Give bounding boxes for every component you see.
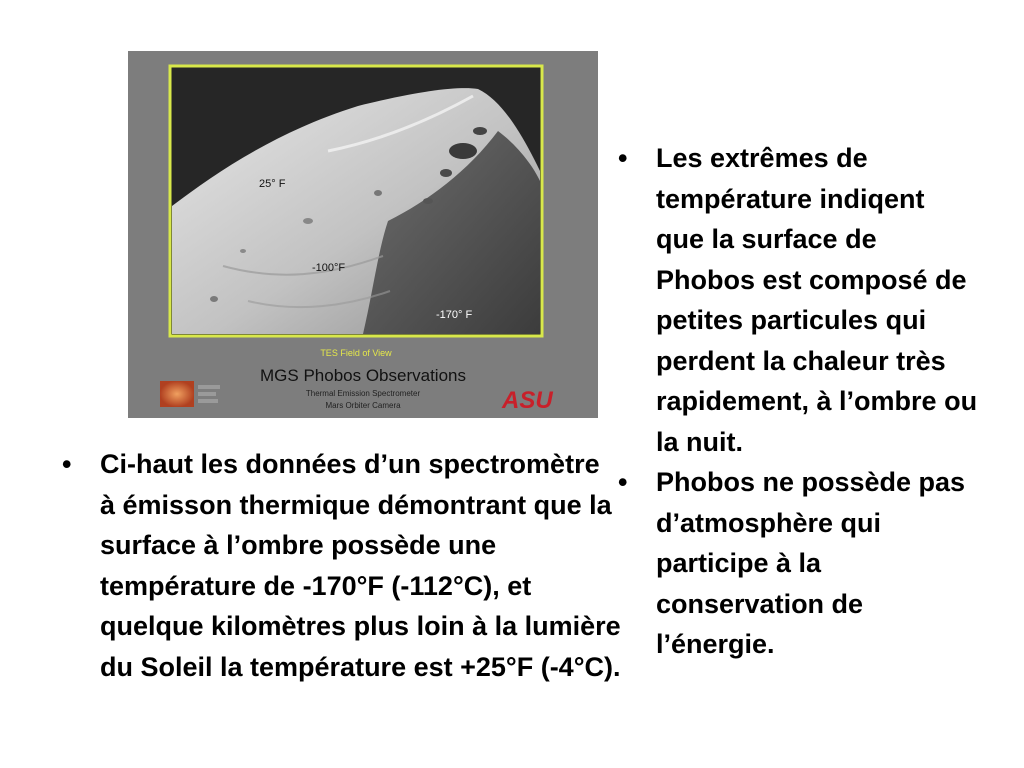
temp-label-day: 25° F bbox=[259, 178, 286, 190]
left-bullet-list bbox=[62, 444, 622, 687]
figure-title: MGS Phobos Observations bbox=[260, 366, 466, 385]
crater bbox=[449, 143, 477, 159]
bullet-item: • Ci-haut les données d’un spectromètre à émisson thermique démontrant que la surface à l’ombre possède une température de -170°F (-112°C), et quelque kilomètres plus loin à la lumière du Soleil la température est +25°F (-4°C). bbox=[62, 444, 622, 687]
crater bbox=[423, 198, 433, 204]
crater bbox=[440, 169, 452, 177]
phobos-image-svg bbox=[128, 51, 598, 418]
temp-label-mid: -100°F bbox=[312, 262, 346, 274]
crater bbox=[374, 190, 382, 196]
crater bbox=[473, 127, 487, 135]
bullet-item: • Les extrêmes de température indiqent que la surface de Phobos est composé de petites particules qui perdent la chaleur très rapidement, à l’ombre ou la nuit. bbox=[618, 138, 978, 462]
crater bbox=[303, 218, 313, 224]
phobos-tes-figure bbox=[128, 51, 598, 418]
right-bullet-list bbox=[618, 138, 978, 665]
figure-subtitle-1: Thermal Emission Spectrometer bbox=[305, 389, 421, 398]
temp-label-shadow: -170° F bbox=[436, 309, 473, 321]
figure-subtitle-2: Mars Orbiter Camera bbox=[325, 401, 401, 410]
asu-logo: ASU bbox=[502, 387, 553, 414]
crater bbox=[240, 249, 246, 253]
bullet-item: • Phobos ne possède pas d’atmosphère qui participe à la conservation de l’énergie. bbox=[618, 462, 978, 665]
fov-caption: TES Field of View bbox=[320, 348, 392, 358]
crater bbox=[210, 296, 218, 302]
mgs-logo-icon bbox=[160, 381, 220, 407]
